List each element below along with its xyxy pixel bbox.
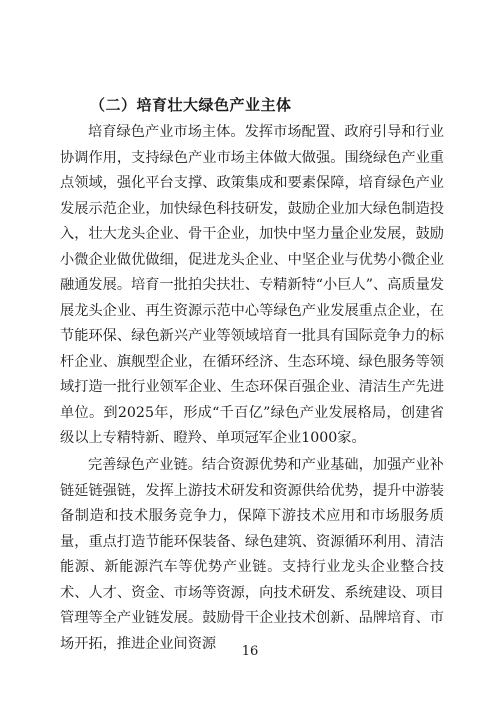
paragraph-cultivate-market-entities: 培育绿色产业市场主体。发挥市场配置、政府引导和行业协调作用，支持绿色产业市场主体做大做强。围绕绿色产业重点领域，强化平台支撑、政策集成和要素保障，培育绿色产业发展示范企业，加快绿色科技研发，鼓励企业加大绿色制造投入，壮大龙头企业、骨干企业，加快中坚力量企业发展，鼓励小微企业做优做细，促进龙头企业、中坚企业与优势小微企业融通发展。培育一批拍尖扶壮、专精新特“小巨人”、高质量发展龙头企业、再生资源示范中心等绿色产业发展重点企业，在节能环保、绿色新兴产业等领域培育一批具有国际竞争力的标杆企业、旗舰型企业，在循环经济、生态环境、绿色服务等领域打造一批行业领军企业、生态环保百强企业、清洁生产先进单位。到2025年，形成“千百亿”绿色产业发展格局，创建省级以上专精特新、瞪羚、单项冠军企业1000家。	[60, 124, 444, 446]
page-number: 16	[241, 644, 259, 659]
paragraph-improve-green-industry-chain: 完善绿色产业链。结合资源优势和产业基础，加强产业补链延链强链，发挥上游技术研发和资源供给优势，提升中游装备制造和技术服务竞争力，保障下游技术应用和市场服务质量，重点打造节能环保装备、绿色建筑、资源循环利用、清洁能源、新能源汽车等优势产业链。支持行业龙头企业整合技术、人才、资金、市场等资源，向技术研发、系统建设、项目管理等全产业链发展。鼓励骨干企业技术创新、品牌培育、市场开拓，推进企业间资源	[60, 457, 444, 652]
section-heading: （二）培育壮大绿色产业主体	[90, 96, 292, 114]
